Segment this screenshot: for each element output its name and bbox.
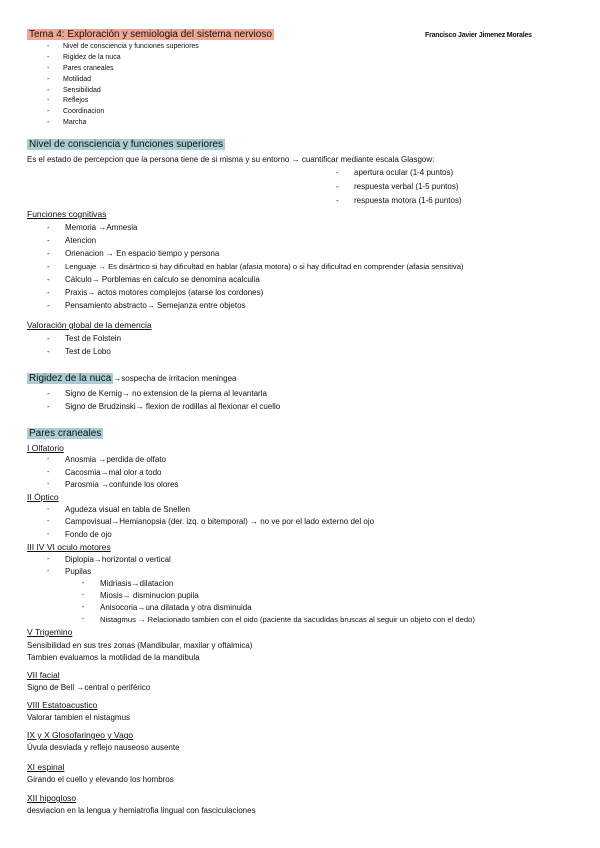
- bullet: -: [47, 481, 50, 488]
- toc-item: Nivel de consciencia y funciones superiores: [63, 43, 199, 50]
- trigemino-text: Tambien evaluamos la motilidad de la mandibula: [27, 653, 200, 662]
- bullet: -: [47, 54, 50, 61]
- list-item: Fondo de ojo: [65, 530, 112, 539]
- toc-item: Pares craneales: [63, 65, 114, 72]
- list-item: Atencion: [65, 236, 97, 245]
- list-item: Signo de Brudzinski→ flexion de rodillas al flexionar el cuello: [65, 402, 281, 411]
- trigemino-text: Sensibilidad en sus tres zonas (Mandibular, maxilar y oftalmica): [27, 641, 253, 650]
- subheading-hipogloso: XII hipogloso: [27, 793, 77, 803]
- list-item: Cálculo→ Porblemas en calculo se denomina acalculia: [65, 275, 260, 284]
- glosofaringeo-text: Úvula desviada y reflejo nauseoso ausente: [27, 743, 180, 752]
- bullet: -: [47, 275, 50, 284]
- bullet: -: [82, 616, 85, 623]
- facial-text: Signo de Bell →central o periférico: [27, 683, 151, 692]
- list-item: Nistagmus → Relacionado tambien con el oido (paciente da sacudidas bruscas al seguir un objeto con el dedo): [100, 615, 475, 624]
- consciencia-intro: Es el estado de percepcion que la persona tiene de si misma y su entorno → cuantificar mediante escala Glasgow:: [27, 155, 435, 164]
- bullet: -: [47, 87, 50, 94]
- list-item: Signo de Kernig→ no extension de la pierna al levantarla: [65, 389, 267, 398]
- bullet: -: [47, 506, 50, 513]
- subheading-oculo: III IV VI oculo motores: [27, 542, 111, 552]
- list-item: Cacosmia→mal olor a todo: [65, 468, 162, 477]
- section-heading-text: Rigidez de la nuca: [29, 373, 112, 384]
- section-heading-rigidez: [27, 373, 236, 384]
- subheading-cognitivas: Funciones cognitivas: [27, 209, 107, 219]
- glasgow-item: respuesta verbal (1-5 puntos): [354, 182, 459, 191]
- subheading-optico: II Óptico: [27, 492, 59, 502]
- bullet: -: [47, 236, 50, 245]
- list-item: Orienacion → En espacio tiempo y persona: [65, 249, 220, 258]
- title-text: Tema 4: Exploración y semiologia del sistema nervioso: [29, 29, 272, 40]
- page-title: [27, 29, 274, 40]
- bullet: -: [47, 76, 50, 83]
- glasgow-item: apertura ocular (1-4 puntos): [354, 168, 454, 177]
- bullet: -: [47, 334, 50, 343]
- section-heading-pares: [27, 428, 103, 439]
- subheading-espinal: XI espinal: [27, 762, 65, 772]
- list-item: Test de Folstein: [65, 334, 122, 343]
- bullet: -: [47, 65, 50, 72]
- bullet: -: [47, 469, 50, 476]
- list-item: Agudeza visual en tabla de Snellen: [65, 505, 190, 514]
- glasgow-item: respuesta motora (1-6 puntos): [354, 196, 462, 205]
- subheading-demencia: Valoración global de la demencia: [27, 320, 152, 330]
- section-heading-text: Pares craneales: [29, 428, 102, 439]
- list-item: Pupilas: [65, 567, 92, 576]
- subheading-estatoacustico: VIII Estatoacustico: [27, 700, 98, 710]
- list-item: Lenguaje → Es disártrico si hay dificultad en hablar (afasia motora) o si hay dificultad en comprender (afasia sensitiva): [65, 262, 464, 271]
- list-item: Anosmia →perdida de olfato: [65, 455, 166, 464]
- toc-item: Coordinacion: [63, 108, 105, 115]
- section-heading-text: Nivel de consciencia y funciones superiores: [29, 139, 223, 150]
- toc-item: Sensibilidad: [63, 87, 101, 94]
- toc-item: Motilidad: [63, 76, 92, 83]
- toc-item: Reflejos: [63, 97, 89, 104]
- bullet: -: [82, 592, 85, 599]
- list-item: Parosmia →confunde los olores: [65, 480, 179, 489]
- bullet: -: [82, 580, 85, 587]
- bullet: -: [47, 531, 50, 538]
- list-item: Test de Lobo: [65, 347, 111, 356]
- bullet: -: [336, 168, 339, 177]
- subheading-glosofaringeo: IX y X Glosofaringeo y Vago: [27, 730, 134, 740]
- espinal-text: Girando el cuello y elevando los hombros: [27, 775, 174, 784]
- section-heading-consciencia: [27, 139, 225, 150]
- bullet: -: [47, 97, 50, 104]
- list-item: Midriasis→dilatacion: [100, 579, 174, 588]
- bullet: -: [47, 456, 50, 463]
- subheading-facial: VII facial: [27, 670, 60, 680]
- bullet: -: [47, 223, 50, 232]
- list-item: Diplopia→horizontal o vertical: [65, 555, 171, 564]
- author-name: Francisco Javier Jimenez Morales: [425, 32, 532, 39]
- list-item: Campovisual→Hemianopsia (der. izq. o bitemporal) → no ve por el lado externo del ojo: [65, 517, 375, 526]
- bullet: -: [47, 568, 50, 575]
- toc-item: Marcha: [63, 119, 87, 126]
- bullet: -: [336, 182, 339, 191]
- bullet: -: [47, 402, 50, 411]
- list-item: Memoria →Amnesia: [65, 223, 138, 232]
- bullet: -: [47, 347, 50, 356]
- bullet: -: [47, 249, 50, 258]
- bullet: -: [47, 301, 50, 310]
- list-item: Miosis→ disminucion pupila: [100, 591, 199, 600]
- bullet: -: [47, 119, 50, 126]
- bullet: -: [47, 389, 50, 398]
- bullet: -: [82, 604, 85, 611]
- subheading-trigemino: V Trigemino: [27, 627, 73, 637]
- list-item: Pensamiento abstracto→ Semejanza entre objetos: [65, 301, 246, 310]
- list-item: Anisocoria→una dilatada y otra disminuida: [100, 603, 252, 612]
- toc-item: Rigidez de la nuca: [63, 54, 121, 61]
- bullet: -: [336, 196, 339, 205]
- estatoacustico-text: Valorar tambien el nistagmus: [27, 713, 131, 722]
- bullet: -: [47, 518, 50, 525]
- subheading-olfatorio: I Olfatorio: [27, 443, 64, 453]
- hipogloso-text: desviacion en la lengua y hemiatrofia lingual con fasciculaciones: [27, 806, 256, 815]
- section-heading-suffix: →sospecha de irritacion meningea: [113, 374, 237, 383]
- bullet: -: [47, 288, 50, 297]
- bullet: -: [47, 108, 50, 115]
- bullet: -: [47, 43, 50, 50]
- list-item: Praxis→ actos motores complejos (atarse los cordones): [65, 288, 264, 297]
- bullet: -: [47, 556, 50, 563]
- bullet: -: [47, 262, 50, 271]
